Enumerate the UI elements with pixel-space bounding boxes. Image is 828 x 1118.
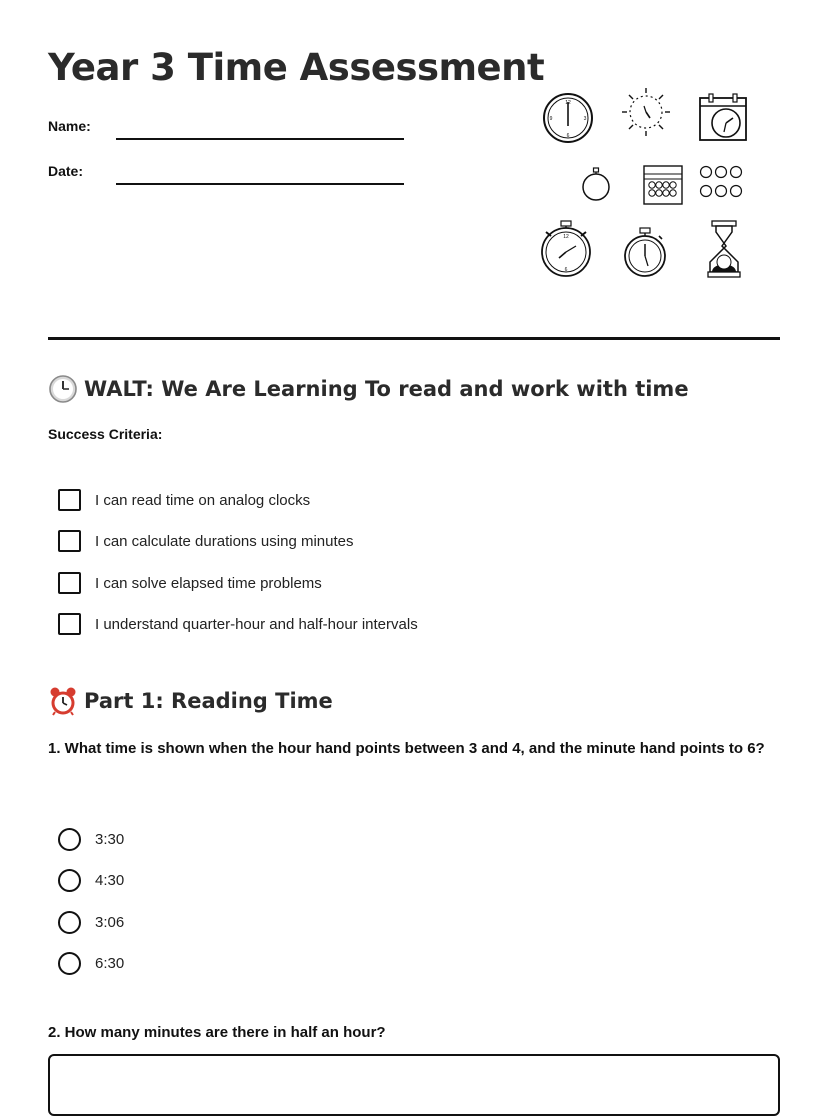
stopwatch-icon (576, 164, 616, 204)
part1-heading-text: Part 1: Reading Time (84, 689, 333, 713)
answer-option[interactable] (58, 952, 124, 975)
svg-text:12: 12 (563, 234, 569, 240)
walt-heading (48, 374, 689, 404)
timer-icon (620, 224, 670, 280)
criteria-checkbox[interactable] (58, 489, 81, 511)
answer-option-label: 3:30 (95, 831, 125, 848)
svg-text:6: 6 (564, 267, 568, 273)
criteria-checkbox[interactable] (58, 530, 81, 552)
alarm-clock-icon (536, 218, 596, 280)
walt-heading-text: WALT: We Are Learning To read and work with time (84, 377, 689, 401)
page-title: Year 3 Time Assessment (48, 46, 545, 89)
criteria-checkbox[interactable] (58, 572, 81, 594)
svg-text:3: 3 (583, 116, 587, 122)
answer-textbox[interactable] (48, 1054, 780, 1116)
criteria-item[interactable] (58, 530, 353, 552)
criteria-label: I can read time on analog clocks (95, 491, 311, 509)
criteria-item[interactable] (58, 572, 322, 594)
criteria-label: I understand quarter-hour and half-hour intervals (95, 615, 418, 633)
svg-text:12: 12 (565, 100, 571, 106)
answer-option-label: 4:30 (95, 872, 125, 889)
criteria-label: I can calculate durations using minutes (95, 532, 354, 550)
counters-icon (696, 164, 752, 204)
svg-text:9: 9 (549, 116, 553, 122)
answer-radio[interactable] (58, 911, 81, 934)
svg-text:6: 6 (566, 133, 570, 139)
criteria-checkbox[interactable] (58, 613, 81, 635)
calendar-icon (640, 162, 686, 208)
criteria-label: I can solve elapsed time problems (95, 574, 322, 592)
time-icons-grid (532, 84, 756, 284)
answer-option[interactable] (58, 828, 124, 851)
answer-option-label: 6:30 (95, 955, 125, 972)
calendar-clock-icon (694, 88, 754, 148)
section-divider (48, 337, 780, 340)
answer-option[interactable] (58, 911, 124, 934)
answer-radio[interactable] (58, 869, 81, 892)
criteria-item[interactable] (58, 489, 310, 511)
alarm-clock-emoji-icon (48, 686, 78, 716)
hourglass-icon (700, 218, 748, 280)
answer-radio[interactable] (58, 828, 81, 851)
criteria-item[interactable] (58, 613, 418, 635)
date-field[interactable] (116, 183, 404, 185)
part1-heading (48, 686, 333, 716)
clock-emoji-icon (48, 374, 78, 404)
success-criteria-label: Success Criteria: (48, 426, 163, 442)
answer-radio[interactable] (58, 952, 81, 975)
name-label: Name: (48, 118, 91, 134)
wall-clock-icon (538, 88, 598, 148)
question-2: 2. How many minutes are there in half an hour? (48, 1024, 386, 1041)
answer-option[interactable] (58, 869, 124, 892)
question-1: 1. What time is shown when the hour hand points between 3 and 4, and the minute hand points to 6? (48, 740, 765, 757)
name-field[interactable] (116, 138, 404, 140)
answer-option-label: 3:06 (95, 914, 125, 931)
date-label: Date: (48, 163, 84, 179)
sun-clock-icon (616, 84, 676, 144)
